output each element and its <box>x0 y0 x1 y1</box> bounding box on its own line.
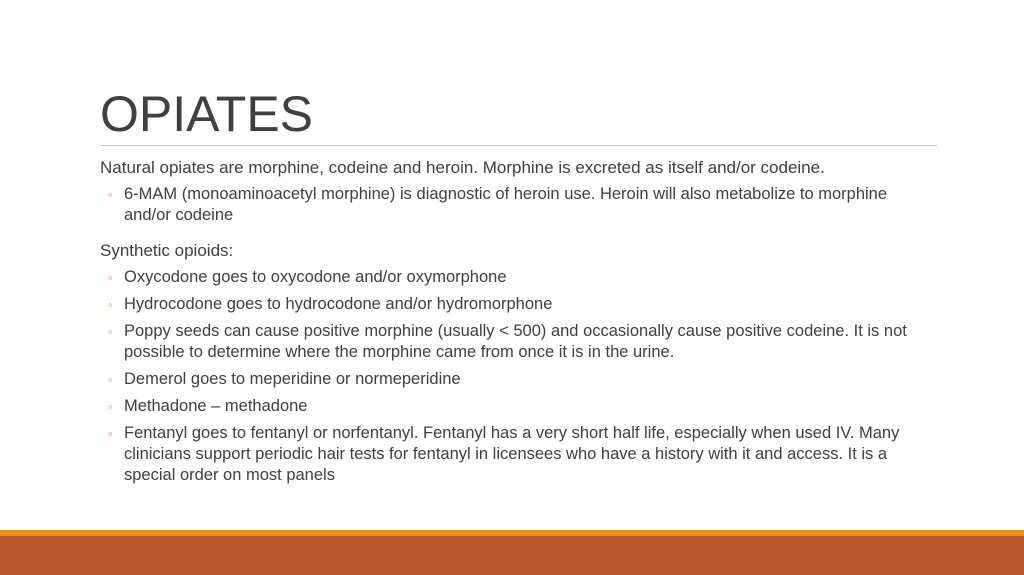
section-heading-natural: Natural opiates are morphine, codeine and heroin. Morphine is excreted as itself and/or codeine. <box>100 158 825 177</box>
bullet-text: Hydrocodone goes to hydrocodone and/or hydromorphone <box>124 295 553 313</box>
bullet-item <box>100 396 930 417</box>
ring-bullet-icon: ◦ <box>108 426 113 441</box>
title-divider <box>100 145 937 146</box>
bullet-text: Oxycodone goes to oxycodone and/or oxymorphone <box>124 268 507 286</box>
bullet-text: 6-MAM (monoaminoacetyl morphine) is diagnostic of heroin use. Heroin will also metabolize to morphine and/or codeine <box>124 185 888 224</box>
ring-bullet-icon: ◦ <box>108 187 113 202</box>
footer-band <box>0 536 1024 575</box>
ring-bullet-icon: ◦ <box>108 372 113 387</box>
ring-bullet-icon: ◦ <box>108 297 113 312</box>
ring-bullet-icon: ◦ <box>108 399 113 414</box>
bullet-item <box>100 369 930 390</box>
bullet-item <box>100 184 930 226</box>
ring-bullet-icon: ◦ <box>108 270 113 285</box>
ring-bullet-icon: ◦ <box>108 324 113 339</box>
bullet-text: Demerol goes to meperidine or normeperidine <box>124 370 461 388</box>
section-heading-synthetic: Synthetic opioids: <box>100 241 234 260</box>
bullet-item <box>100 321 930 363</box>
bullet-text: Methadone – methadone <box>124 397 308 415</box>
slide-body <box>100 157 930 486</box>
bullet-item <box>100 294 930 315</box>
bullet-text: Fentanyl goes to fentanyl or norfentanyl. Fentanyl has a very short half life, especially when used IV. Many clinicians support periodic hair tests for fentanyl in licensees who have a history with it and access. It is a special order on most panels <box>124 424 900 484</box>
bullet-item <box>100 267 930 288</box>
bullet-text: Poppy seeds can cause positive morphine (usually < 500) and occasionally cause positive codeine. It is not possible to determine where the morphine came from once it is in the urine. <box>124 322 907 361</box>
slide-title: OPIATES <box>100 86 314 142</box>
bullet-item <box>100 423 930 486</box>
